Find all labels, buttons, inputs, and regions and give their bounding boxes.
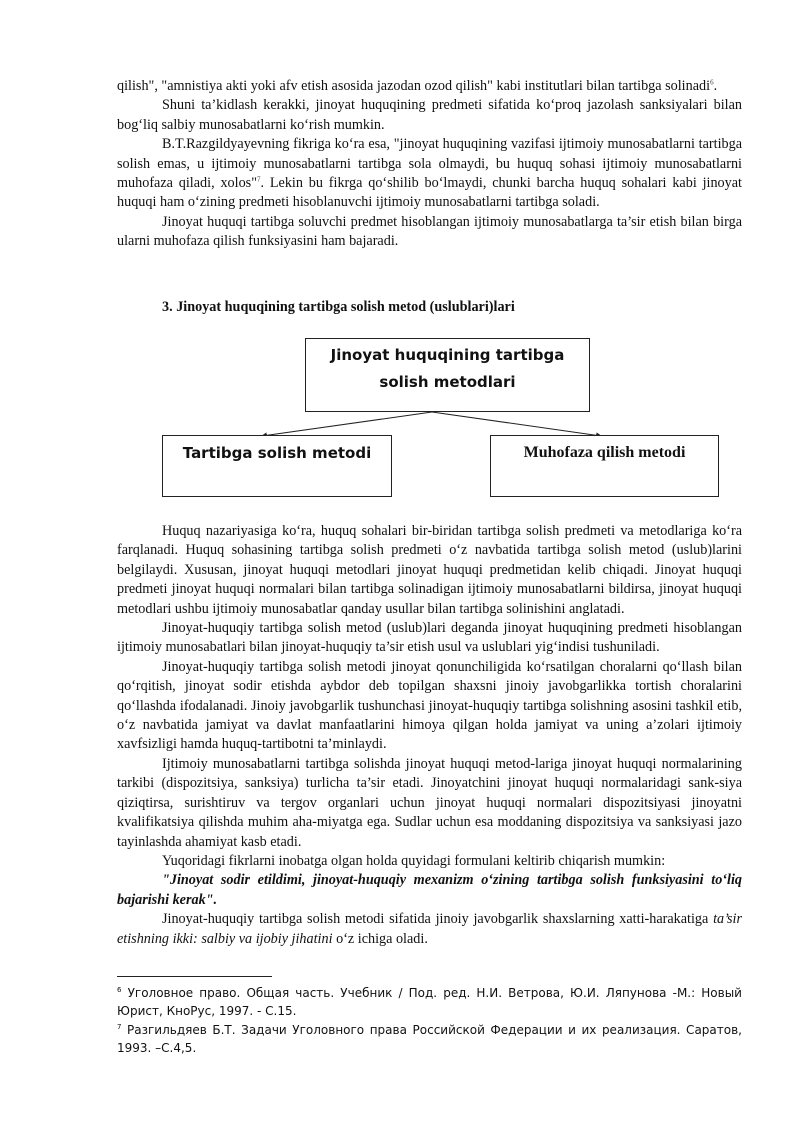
emphasis-text: ta’sir etishning ikki: salbiy va ijobiy jihatini [117,911,742,947]
footnote-ref[interactable]: 7 [256,175,261,184]
footnote-6: $^6$ Уголовное право. Общая часть. Учебник / Под. ред. Н.И. Ветрова, Ю.И. Ляпунова -М.: Новый Юрист, КноРус, 1997. - С.15. [117,986,742,1018]
paragraph: Huquq nazariyasiga ko‘ra, huquq sohalari bir-biridan tartibga solish predmeti va metodlariga ko‘ra farqlanadi. Huquq sohasining tartibga solish predmeti o‘z navbatida tartibga solish metod (uslub)larini belgilaydi. Xususan, jinoyat huquqi metodlari jinoyat huquqi predmetidan kelib chiqadi. Jinoyat huquqi predmeti jinoyat huquqi normalari bilan tartibga solinadigan ijtimoiy munosabatlarni bildirsa, jinoyat huquqi metodlari ushbu ijtimoiy munosabatlar qanday usullar bilan tartibga solinishini anglatadi. [117,523,742,617]
footnotes [117,984,742,1058]
paragraph: Shuni ta’kidlash kerakki, jinoyat huquqining predmeti sifatida ko‘proq jazolash sanksiyalari bilan bog‘liq salbiy munosabatlarni ko‘rish mumkin. [117,97,742,133]
diagram-box-regulation-method [162,435,392,497]
body-text-bottom [117,522,742,949]
footnote-7: $^7$ Разгильдяев Б.Т. Задачи Уголовного права Российской Федерации и их реализация. Саратов, 1993. –С.4,5. [117,1023,742,1055]
section-heading: 3. Jinoyat huquqining tartibga solish metod (uslublari)lari [162,299,515,315]
paragraph: Jinoyat-huquqiy tartibga solish metod (uslub)lari deganda jinoyat huquqining predmeti hisoblangan ijtimoiy munosabatlari bilan jinoyat-huquqiy ta’sir etish usul va uslublari yig‘indisi tushuniladi. [117,620,742,656]
paragraph: Jinoyat huquqi tartibga soluvchi predmet hisoblangan ijtimoiy munosabatlarga ta’sir etish bilan birga ularni muhofaza qilish funksiyasini ham bajaradi. [117,213,742,250]
paragraph: Yuqoridagi fikrlarni inobatga olgan holda quyidagi formulani keltirib chiqarish mumkin: [162,852,666,869]
diagram-box-protection-label: Muhofaza qilish metodi [523,444,686,461]
paragraph: qilish", "amnistiya akti yoki afv etish asosida jazodan ozod qilish" kabi institutlari bilan tartibga solinadi$^6$. [117,78,718,94]
diagram-box-methods [305,338,590,412]
paragraph: Ijtimoiy munosabatlarni tartibga solishda jinoyat huquqi metod-lariga jinoyat huquqi normalarining tarkibi (dispozitsiya, sanksiya) turlicha ta’sir etadi. Jinoyatchini jinoyat huquqi normalaridagi sank-siya qiziqtirsa, surishtiruv va tergov organlari uchun jinoyat huquqi normalari dispozitsiyasi jinoyatni kvalifikatsiya qilishda muhim aha-miyatga ega. Sudlar uchun esa moddaning dispozitsiya va sanksiyasi jazo tayinlashda ahamiyat kasb etadi. [117,755,742,850]
connector-left-arrow [262,412,432,436]
diagram-box-methods-label: Jinoyat huquqining tartibga solish metodlari [330,346,565,391]
diagram-box-protection-method [490,435,719,497]
footnote-separator [117,976,272,977]
connector-right-arrow [432,412,601,436]
paragraph: Jinoyat-huquqiy tartibga solish metodi jinoyat qonunchiligida ko‘rsatilgan choralarni qo‘llash bilan qo‘rqitish, jinoyat sodir etishda aybdor deb topilgan shaxsni jinoiy javobgarlikka tortish choralarini qo‘llashda ifodalanadi. Jinoiy javobgarlik tushunchasi jinoyat-huquqiy tartibga solishning asosini tashkil etib, o‘z navbatida jamiyat va davlat manfaatlarini himoya qilgan holda jamiyat va uning a’zolari ijtimoiy xavfsizligi hamda huquq-tartibotni ta’minlaydi. [117,658,742,753]
diagram-box-regulation-label: Tartibga solish metodi [182,444,372,462]
formula-quote: "Jinoyat sodir etildimi, jinoyat-huquqiy mexanizm o‘zining tartibga solish funksiyasini to‘liq bajarishi kerak". [117,872,742,908]
footnote-ref[interactable]: 6 [710,78,714,87]
paragraph: B.T.Razgildyayevning fikriga ko‘ra esa, "jinoyat huquqining vazifasi ijtimoiy munosabatlarni tartibga solish emas, u ijtimoiy munosabatlarni tartibga sola olmaydi, bu huquq sohasi ijtimoiy munosabatlarni muhofaza qiladi, xolos"$^7$. Lekin bu fikrga qo‘shilib bo‘lmaydi, chunki barcha huquq sohalari kabi jinoyat huquqi ham o‘zining predmeti hisoblanuvchi ijtimoiy munosabatlarni tartibga soladi. [117,136,742,211]
paragraph: Jinoyat-huquqiy tartibga solish metodi sifatida jinoiy javobgarlik shaxslarning xatti-harakatiga ta’sir etishning ikki: salbiy va ijobiy jihatini o‘z ichiga oladi. [117,911,742,947]
